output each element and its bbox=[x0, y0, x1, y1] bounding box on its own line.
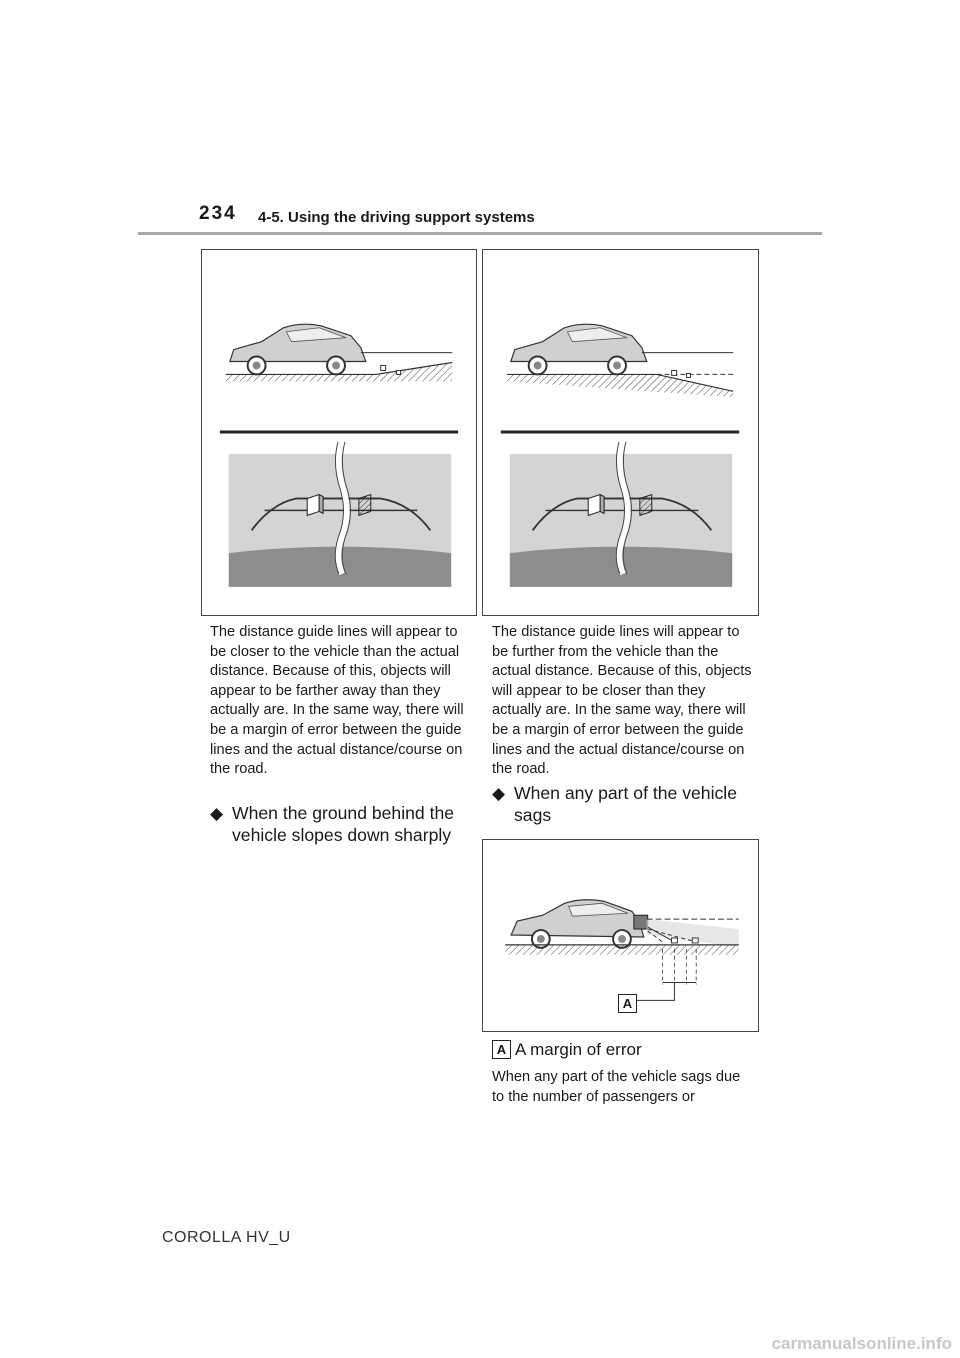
car-uphill-slope-icon bbox=[202, 250, 476, 615]
footer-model: COROLLA HV_U bbox=[162, 1229, 291, 1246]
right-paragraph-2: When any part of the vehicle sags due to the number of passengers or bbox=[492, 1069, 741, 1105]
right-paragraph: The distance guide lines will appear to be further from the vehicle than the actual distance. Because of this, objects will appear to be closer than they actually are. In the same way, there will be a margin of error between the guide lines and the actual distance/course on the road. bbox=[492, 624, 752, 778]
watermark: carmanualsonline.info bbox=[771, 1334, 952, 1353]
left-paragraph: The distance guide lines will appear to be closer to the vehicle than the actual distance. Because of this, objects will appear to be farther away than they actually are. In the same way, there will be a margin of error between the guide lines and the actual distance/course on the road. bbox=[210, 624, 464, 778]
left-bullet-heading bbox=[210, 803, 487, 846]
callout-legend bbox=[492, 1039, 642, 1061]
callout-a-text: A margin of error bbox=[515, 1040, 642, 1059]
callout-a-label: A bbox=[492, 1040, 511, 1059]
car-downhill-slope-icon bbox=[483, 250, 758, 615]
figure-vehicle-sag bbox=[482, 839, 759, 1032]
right-bullet-heading bbox=[492, 783, 769, 826]
figure-uphill bbox=[201, 249, 477, 616]
header-rule bbox=[138, 232, 822, 235]
figure-downhill bbox=[482, 249, 759, 616]
page-number: 234 bbox=[199, 203, 237, 224]
bullet-diamond-icon: ◆ bbox=[210, 804, 224, 823]
section-title: 4-5. Using the driving support systems bbox=[258, 209, 535, 226]
left-bullet-heading-text: When the ground behind the vehicle slopes down sharply bbox=[232, 803, 455, 845]
bullet-diamond-icon: ◆ bbox=[492, 784, 506, 803]
right-bullet-heading-text: When any part of the vehicle sags bbox=[514, 783, 737, 825]
callout-a-marker: A bbox=[618, 994, 637, 1013]
